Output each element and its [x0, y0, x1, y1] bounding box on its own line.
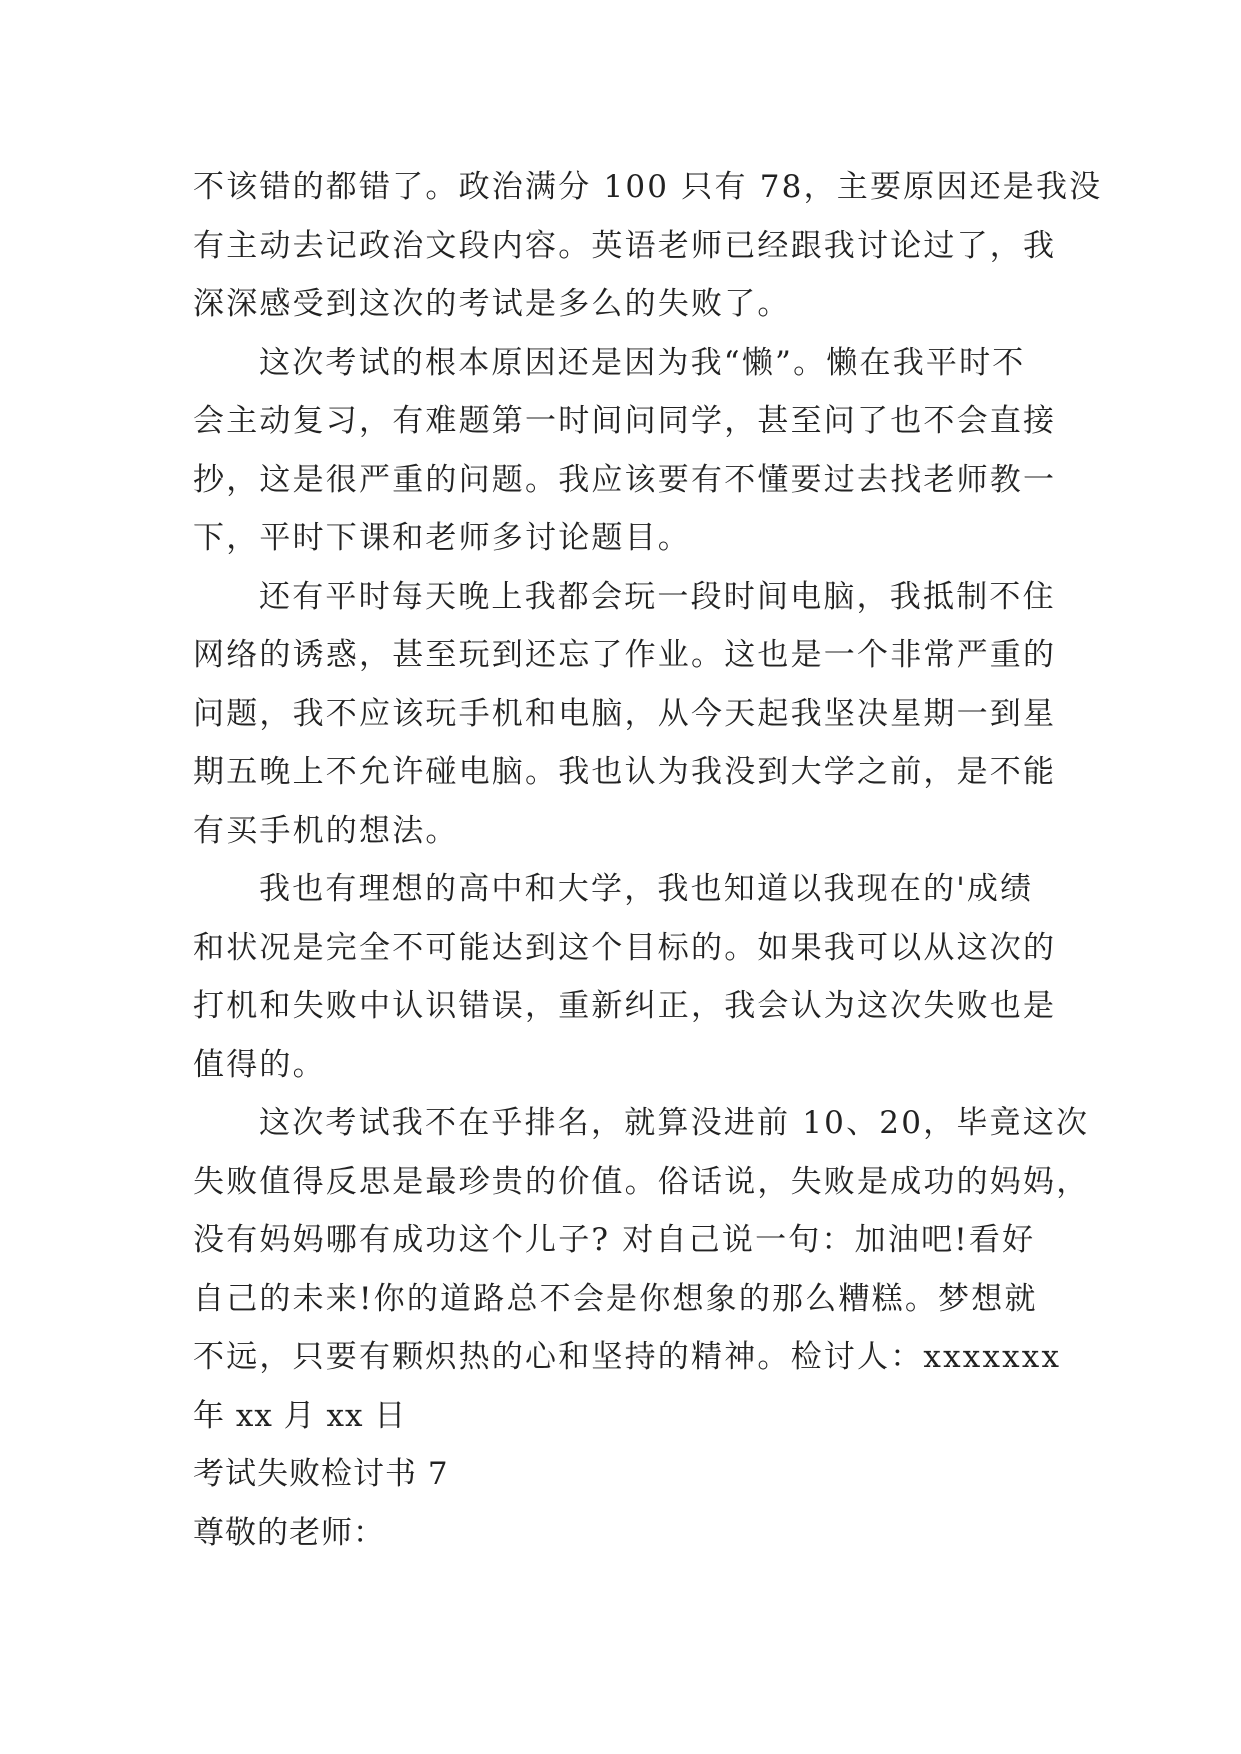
text-line: 有买手机的想法。	[193, 812, 459, 849]
text-line: 会主动复习，有难题第一时间问同学，甚至问了也不会直接	[193, 403, 1057, 439]
text-line: 问题，我不应该玩手机和电脑，从今天起我坚决星期一到星	[193, 695, 1057, 732]
date-line: 年 xx 月 xx 日	[193, 1397, 407, 1434]
text-line: 没有妈妈哪有成功这个儿子? 对自己说一句：加油吧!看好	[193, 1222, 1036, 1258]
text-line: 有主动去记政治文段内容。英语老师已经跟我讨论过了，我	[193, 227, 1057, 264]
text-line: 不远，只要有颗炽热的心和坚持的精神。检讨人：xxxxxxx	[193, 1339, 1062, 1375]
text-line: 自己的未来!你的道路总不会是你想象的那么糟糕。梦想就	[193, 1280, 1038, 1317]
paragraph-first-line: 我也有理想的高中和大学，我也知道以我现在的'成绩	[259, 871, 1034, 907]
text-line: 下，平时下课和老师多讨论题目。	[193, 520, 691, 556]
paragraph-first-line: 这次考试我不在乎排名，就算没进前 10、20，毕竟这次	[259, 1105, 1090, 1141]
document-body	[193, 158, 1103, 1562]
text-line: 打机和失败中认识错误，重新纠正，我会认为这次失败也是	[193, 988, 1057, 1024]
text-line: 失败值得反思是最珍贵的价值。俗话说，失败是成功的妈妈，	[193, 1163, 1090, 1200]
paragraph-first-line: 这次考试的根本原因还是因为我“懒”。懒在我平时不	[259, 344, 1026, 381]
text-line: 和状况是完全不可能达到这个目标的。如果我可以从这次的	[193, 929, 1057, 966]
text-line: 深深感受到这次的考试是多么的失败了。	[193, 286, 791, 322]
text-line: 期五晚上不允许碰电脑。我也认为我没到大学之前，是不能	[193, 754, 1057, 790]
paragraph-first-line: 还有平时每天晚上我都会玩一段时间电脑，我抵制不住	[259, 578, 1056, 615]
text-line: 网络的诱惑，甚至玩到还忘了作业。这也是一个非常严重的	[193, 637, 1057, 673]
text-line: 不该错的都错了。政治满分 100 只有 78，主要原因还是我没	[193, 169, 1103, 205]
text-line: 抄，这是很严重的问题。我应该要有不懂要过去找老师教一	[193, 461, 1057, 498]
section-title: 考试失败检讨书 7	[193, 1456, 449, 1492]
salutation: 尊敬的老师：	[193, 1514, 385, 1551]
text-line: 值得的。	[193, 1046, 326, 1083]
